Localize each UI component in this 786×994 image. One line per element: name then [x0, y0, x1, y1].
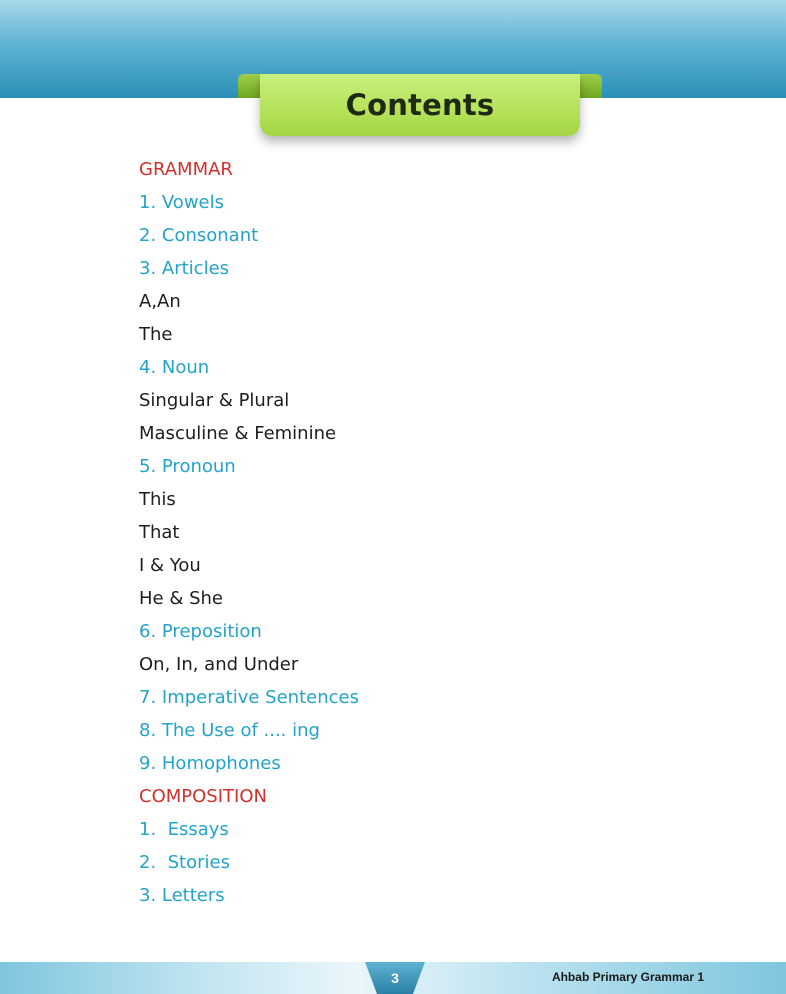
toc-item-that: That [139, 522, 180, 543]
table-of-contents [139, 153, 359, 912]
toc-item-on-in-under: On, In, and Under [139, 654, 299, 675]
ribbon-banner [260, 74, 580, 136]
toc-item-a-an: A,An [139, 291, 181, 312]
toc-item-masculine-feminine: Masculine & Feminine [139, 423, 337, 444]
toc-item-grammar: GRAMMAR [139, 159, 233, 180]
toc-item-noun: 4. Noun [139, 357, 210, 378]
toc-item-vowels: 1. Vowels [139, 192, 224, 213]
toc-item-composition: COMPOSITION [139, 786, 267, 807]
toc-item-this: This [139, 489, 176, 510]
toc-item-i-you: I & You [139, 555, 201, 576]
toc-item-consonant: 2. Consonant [139, 225, 259, 246]
ribbon-right-tab [580, 74, 602, 98]
toc-item-the: The [139, 324, 173, 345]
toc-item-stories: 2. Stories [139, 852, 230, 873]
toc-item-pronoun: 5. Pronoun [139, 456, 236, 477]
toc-item-articles: 3. Articles [139, 258, 230, 279]
toc-item-imperative-sentences: 7. Imperative Sentences [139, 687, 359, 708]
title-ribbon [238, 74, 602, 140]
toc-item-letters: 3. Letters [139, 885, 225, 906]
ribbon-left-tab [238, 74, 260, 98]
page-title: Contents [345, 88, 495, 122]
toc-item-use-of-ing: 8. The Use of .... ing [139, 720, 320, 741]
book-title: Ahbab Primary Grammar 1 [551, 970, 704, 984]
page-number: 3 [391, 970, 399, 986]
toc-item-he-she: He & She [139, 588, 223, 609]
toc-item-singular-plural: Singular & Plural [139, 390, 290, 411]
toc-item-preposition: 6. Preposition [139, 621, 262, 642]
toc-item-essays: 1. Essays [139, 819, 229, 840]
toc-item-homophones: 9. Homophones [139, 753, 281, 774]
